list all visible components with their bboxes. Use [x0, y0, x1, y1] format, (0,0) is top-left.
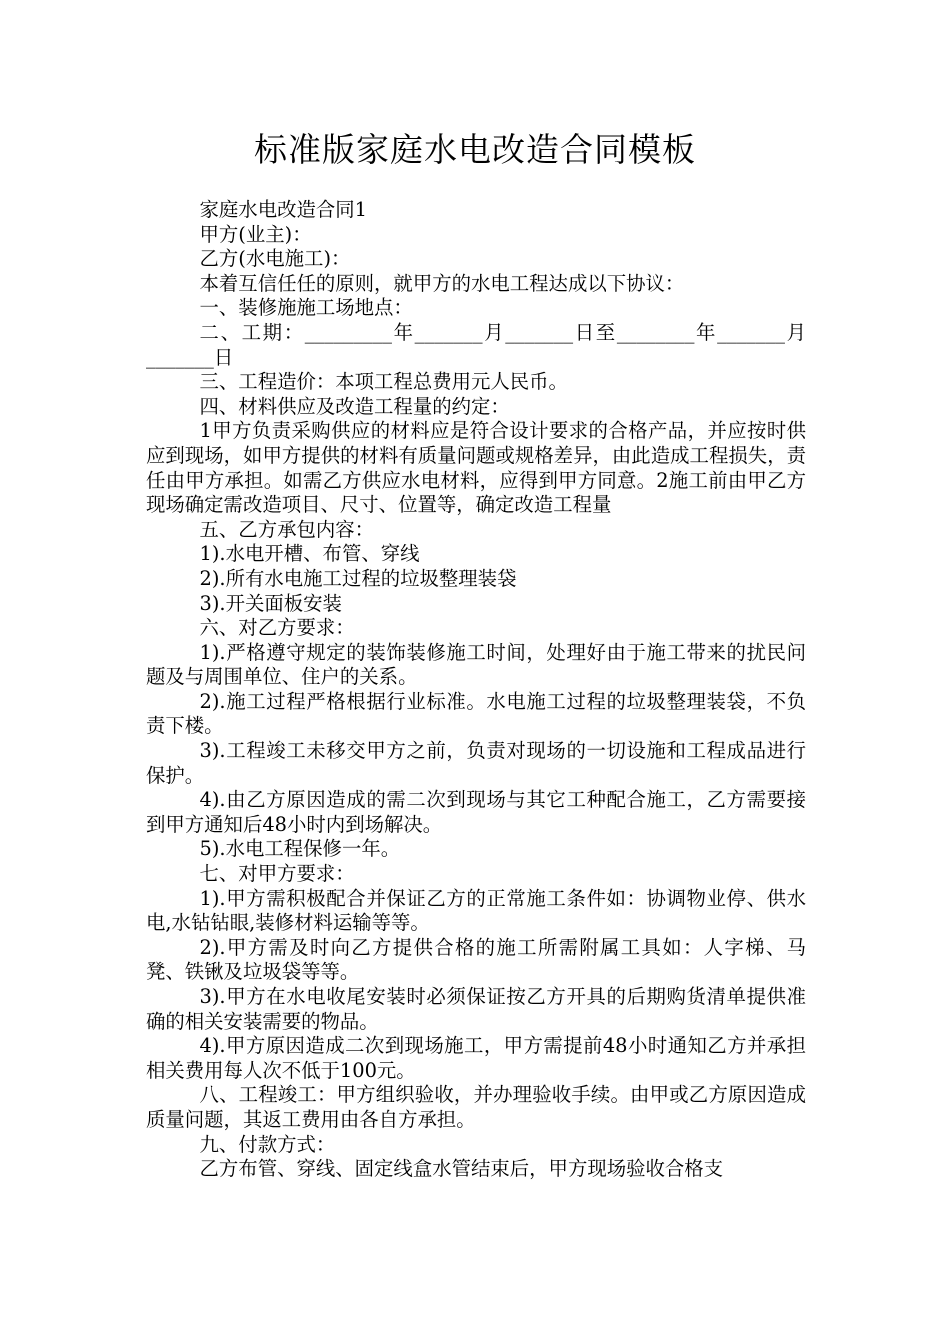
paragraph-materials-body: 1甲方负责采购供应的材料应是符合设计要求的合格产品，并应按时供应到现场，如甲方提供的材料有质量问题或规格差异，由此造成工程损失，责任由甲方承担。如需乙方供应水电材料，应得到甲方同意。2施工前由甲乙方现场确定需改造项目、尺寸、位置等，确定改造工程量: [146, 419, 806, 517]
paragraph-price: 三、工程造价：本项工程总费用元人民币。: [199, 370, 568, 394]
paragraph-party-b-req-3: 3).工程竣工未移交甲方之前，负责对现场的一切设施和工程成品进行保护。: [146, 739, 806, 787]
paragraph-party-a-req-3: 3).甲方在水电收尾安装时必须保证按乙方开具的后期购货清单提供准确的相关安装需要的物品。: [146, 985, 806, 1033]
paragraph-scope-1: 1).水电开槽、布管、穿线: [199, 542, 420, 566]
paragraph-party-a: 甲方(业主)：: [199, 222, 312, 246]
document-body: [146, 198, 806, 1182]
document-title: 标准版家庭水电改造合同模板: [254, 130, 696, 169]
paragraph-site: 一、装修施施工场地点：: [199, 296, 413, 320]
paragraph-party-b-req-5: 5).水电工程保修一年。: [199, 837, 401, 861]
paragraph-duration: 二、工期：_________年_______月_______日至________年_______月_______日: [146, 320, 806, 369]
paragraph-scope-2: 2).所有水电施工过程的垃圾整理装袋: [199, 566, 517, 590]
paragraph-contract-no: 家庭水电改造合同1: [199, 198, 367, 221]
paragraph-party-b-req-heading: 六、对乙方要求：: [199, 616, 355, 640]
paragraph-party-b-req-2: 2).施工过程严格根据行业标准。水电施工过程的垃圾整理装袋，不负责下楼。: [146, 689, 806, 738]
paragraph-payment-heading: 九、付款方式：: [199, 1132, 336, 1156]
paragraph-party-a-req-4: 4).甲方原因造成二次到现场施工，甲方需提前48小时通知乙方并承担相关费用每人次不低于100元。: [146, 1034, 806, 1082]
paragraph-materials-heading: 四、材料供应及改造工程量的约定：: [199, 394, 510, 418]
paragraph-scope-heading: 五、乙方承包内容：: [199, 517, 375, 541]
paragraph-preamble: 本着互信任任的原则，就甲方的水电工程达成以下协议：: [199, 271, 685, 295]
paragraph-completion: 八、工程竣工：甲方组织验收，并办理验收手续。由甲或乙方原因造成质量问题，其返工费用由各自方承担。: [146, 1083, 806, 1131]
paragraph-party-b-req-1: 1).严格遵守规定的装饰装修施工时间，处理好由于施工带来的扰民问题及与周围单位、住户的关系。: [146, 640, 806, 689]
paragraph-party-a-req-heading: 七、对甲方要求：: [199, 862, 355, 886]
paragraph-party-a-req-1: 1).甲方需积极配合并保证乙方的正常施工条件如：协调物业停、供水电,水钻钻眼,装修材料运输等等。: [146, 886, 806, 935]
paragraph-party-b: 乙方(水电施工)：: [199, 247, 351, 271]
paragraph-scope-3: 3).开关面板安装: [199, 591, 342, 615]
paragraph-party-a-req-2: 2).甲方需及时向乙方提供合格的施工所需附属工具如：人字梯、马凳、铁锹及垃圾袋等等。: [146, 935, 806, 984]
paragraph-payment-body: 乙方布管、穿线、固定线盒水管结束后，甲方现场验收合格支: [199, 1157, 724, 1181]
paragraph-party-b-req-4: 4).由乙方原因造成的需二次到现场与其它工种配合施工，乙方需要接到甲方通知后48小时内到场解决。: [146, 788, 806, 836]
